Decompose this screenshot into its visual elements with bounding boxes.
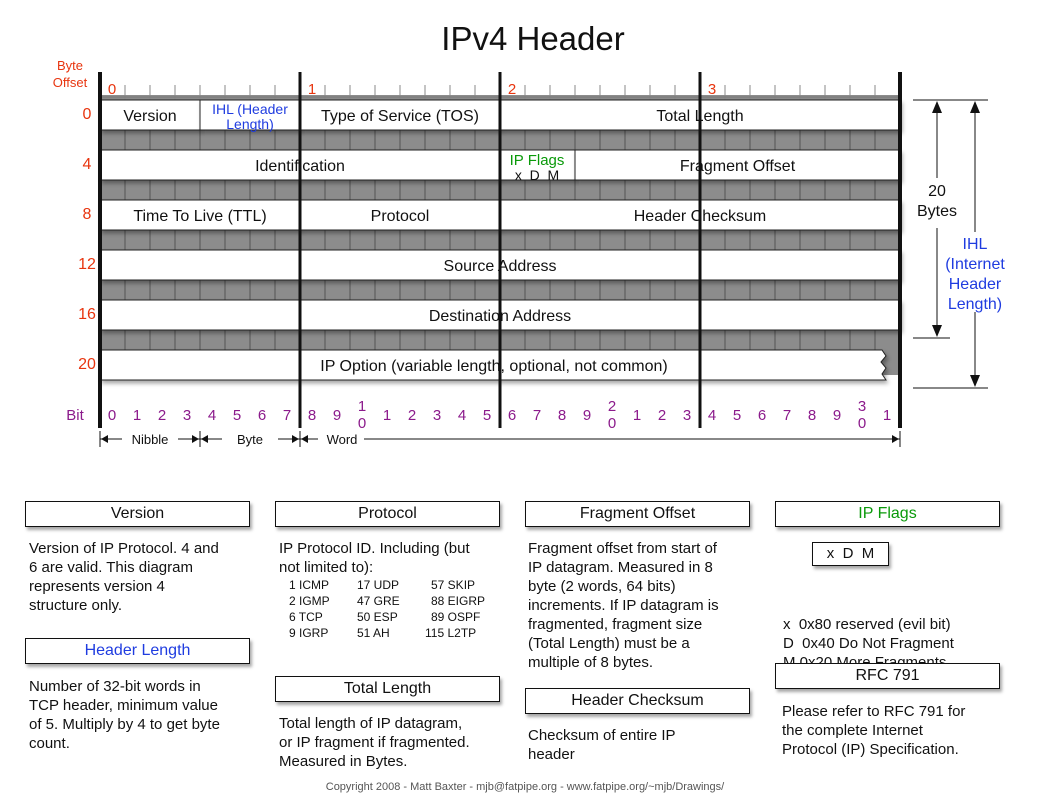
row-offset: 4 xyxy=(82,156,92,173)
twenty-bytes-label: 20 xyxy=(928,183,946,200)
legend-header-checksum-text: Checksum of entire IP header xyxy=(528,727,676,763)
bit-number: 9 xyxy=(582,407,592,424)
legend-header-checksum-heading: Header Checksum xyxy=(525,688,750,714)
legend-protocol-text: IP Protocol ID. Including (but not limited to): xyxy=(279,540,470,576)
bit-number: 2 xyxy=(657,407,667,424)
legend-protocol-heading: Protocol xyxy=(275,501,500,527)
field-flags-bits-label: x D M xyxy=(514,167,560,183)
bit-number: 2 xyxy=(157,407,167,424)
bit-number: 0 xyxy=(857,415,867,432)
legend-ip-flags-list: x 0x80 reserved (evil bit) D 0x40 Do Not Fragment xyxy=(783,616,954,652)
field-ttl-label: Time To Live (TTL) xyxy=(133,208,267,225)
scale-arrowhead xyxy=(192,435,199,443)
bit-number: 3 xyxy=(857,398,867,415)
bit-number: 1 xyxy=(357,398,367,415)
arrowhead xyxy=(970,101,980,113)
bit-number: 0 xyxy=(107,407,117,424)
row-offset: 8 xyxy=(82,206,92,223)
bit-number: 6 xyxy=(257,407,267,424)
legend-total-length-heading: Total Length xyxy=(275,676,500,702)
bit-number: 2 xyxy=(407,407,417,424)
twenty-bytes-label: Bytes xyxy=(916,203,958,220)
field-identification-label: Identification xyxy=(255,158,345,175)
ihl-side-label: Header xyxy=(948,276,1002,293)
bit-number: 1 xyxy=(882,407,892,424)
arrowhead xyxy=(932,101,942,113)
field-source-label: Source Address xyxy=(443,258,557,275)
bit-number: 7 xyxy=(782,407,792,424)
byte-number: 1 xyxy=(307,81,317,98)
ihl-side-label: Length) xyxy=(947,296,1003,313)
row-offset: 16 xyxy=(78,306,96,323)
bit-number: 3 xyxy=(182,407,192,424)
scale-byte-label: Byte xyxy=(236,432,264,447)
arrowhead xyxy=(970,375,980,387)
legend-version-heading: Version xyxy=(25,501,250,527)
bit-number: 8 xyxy=(307,407,317,424)
bit-number: 1 xyxy=(632,407,642,424)
bit-number: 5 xyxy=(732,407,742,424)
bit-number: 0 xyxy=(607,415,617,432)
bit-number: 5 xyxy=(482,407,492,424)
bit-number: 4 xyxy=(207,407,217,424)
bit-number: 4 xyxy=(707,407,717,424)
legend-header-length-text: Number of 32-bit words in TCP header, minimum value of 5. Multiply by 4 to get byte count. xyxy=(29,678,220,752)
bit-number: 7 xyxy=(532,407,542,424)
scale-arrowhead xyxy=(101,435,108,443)
row-offset: 12 xyxy=(78,256,96,273)
bit-number: 3 xyxy=(432,407,442,424)
bit-number: 5 xyxy=(232,407,242,424)
legend-fragment-offset-text: Fragment offset from start of IP datagram. Measured in 8 byte (2 words, 64 bits) increments. If IP datagram is fragmented, fragment size (Total Length) must be a multiple of 8 bytes. xyxy=(528,540,719,671)
byte-number: 2 xyxy=(507,81,517,98)
row-offset: 20 xyxy=(78,356,96,373)
bit-number: 1 xyxy=(132,407,142,424)
field-ip-flags-label: IP Flags xyxy=(509,152,565,169)
field-option-label: IP Option (variable length, optional, not common) xyxy=(320,358,668,375)
bit-number: 3 xyxy=(682,407,692,424)
legend-fragment-offset-heading: Fragment Offset xyxy=(525,501,750,527)
bit-number: 9 xyxy=(832,407,842,424)
legend-rfc-heading: RFC 791 xyxy=(775,663,1000,689)
ip-flags-bit-box: x D M xyxy=(812,542,889,566)
field-header-checksum-label: Header Checksum xyxy=(633,208,767,225)
scale-arrowhead xyxy=(201,435,208,443)
ihl-side-label: (Internet xyxy=(945,256,1005,273)
scale-word-label: Word xyxy=(326,432,358,447)
bit-number: 6 xyxy=(507,407,517,424)
bit-number: 8 xyxy=(557,407,567,424)
bit-number: 9 xyxy=(332,407,342,424)
scale-arrowhead xyxy=(892,435,899,443)
legend-ip-flags-heading: IP Flags xyxy=(775,501,1000,527)
bit-number: 7 xyxy=(282,407,292,424)
field-total-length-label: Total Length xyxy=(656,108,744,125)
field-version-label: Version xyxy=(123,108,177,125)
byte-offset-label: Byte xyxy=(56,58,84,73)
bit-number: 6 xyxy=(757,407,767,424)
bit-label: Bit xyxy=(66,407,84,424)
legend-version-text: Version of IP Protocol. 4 and 6 are valid. This diagram represents version 4 structure only. xyxy=(29,540,219,614)
copyright-footer: Copyright 2008 - Matt Baxter - mjb@fatpipe.org - www.fatpipe.org/~mjb/Drawings/ xyxy=(325,781,725,793)
field-destination-label: Destination Address xyxy=(428,308,572,325)
protocol-id-table: 1 ICMP 17 UDP 57 SKIP 2 IGMP 47 GRE 88 EIGRP 6 TCP 50 ESP 89 OSPF 9 IGRP 51 AH 115 L2TP xyxy=(289,578,486,640)
bit-number: 4 xyxy=(457,407,467,424)
bit-number: 2 xyxy=(607,398,617,415)
field-fragment-offset-label: Fragment Offset xyxy=(679,158,796,175)
legend-header-length-heading: Header Length xyxy=(25,638,250,664)
field-tos-label: Type of Service (TOS) xyxy=(321,108,479,125)
bit-number: 8 xyxy=(807,407,817,424)
ihl-side-label: IHL xyxy=(962,236,988,253)
arrowhead xyxy=(932,325,942,337)
field-ihl-label: IHL (Header xyxy=(212,101,288,117)
legend-total-length-text: Total length of IP datagram, or IP fragment if fragmented. Measured in Bytes. xyxy=(279,715,470,770)
scale-nibble-label: Nibble xyxy=(131,432,169,447)
scale-arrowhead xyxy=(301,435,308,443)
byte-number: 0 xyxy=(107,81,117,98)
row-offset: 0 xyxy=(82,106,92,123)
scale-arrowhead xyxy=(292,435,299,443)
field-protocol-label: Protocol xyxy=(370,208,430,225)
byte-number: 3 xyxy=(707,81,717,98)
byte-offset-label: Offset xyxy=(52,75,88,90)
page-title: IPv4 Header xyxy=(441,20,625,57)
field-ihl-label: Length) xyxy=(226,116,274,132)
bit-number: 1 xyxy=(382,407,392,424)
bit-number: 0 xyxy=(357,415,367,432)
legend-rfc-text: Please refer to RFC 791 for the complete Internet Protocol (IP) Specification. xyxy=(782,703,966,758)
